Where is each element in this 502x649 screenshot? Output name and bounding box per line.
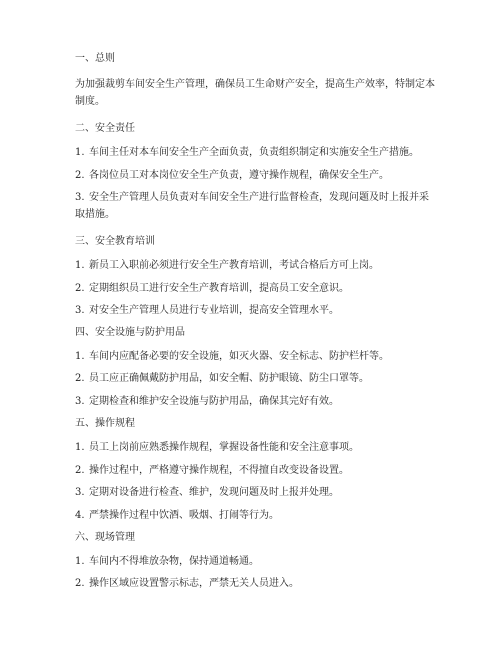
item-text: 员工应正确佩戴防护用品，如安全帽、防护眼镜、防尘口罩等。 <box>89 373 369 384</box>
item-text: 员工上岗前应熟悉操作规程，掌握设备性能和安全注意事项。 <box>89 442 359 453</box>
item-text: 定期对设备进行检查、维护，发现问题及时上报并处理。 <box>89 487 339 498</box>
list-item <box>75 349 435 366</box>
item-text: 操作区域应设置警示标志，严禁无关人员进入。 <box>89 578 299 589</box>
list-item <box>75 576 435 593</box>
item-number: 2. <box>75 373 85 384</box>
item-number: 1. <box>75 351 85 362</box>
list-item <box>75 440 435 457</box>
item-number: 1. <box>75 442 85 453</box>
list-item <box>75 168 435 185</box>
list-item <box>75 258 435 275</box>
item-number: 3. <box>75 192 85 203</box>
section-heading: 四、安全设施与防护用品 <box>75 327 185 338</box>
list-item <box>75 145 435 162</box>
item-number: 2. <box>75 170 85 181</box>
item-number: 1. <box>75 556 85 567</box>
item-number: 2. <box>75 465 85 476</box>
item-number: 1. <box>75 147 85 158</box>
section-heading: 三、安全教育培训 <box>75 236 155 247</box>
section-heading: 一、总则 <box>75 53 115 64</box>
item-text: 车间内应配备必要的安全设施，如灭火器、安全标志、防护栏杆等。 <box>89 351 389 362</box>
list-item <box>75 281 435 298</box>
section-heading: 六、现场管理 <box>75 532 135 543</box>
list-item <box>75 371 435 388</box>
item-text: 新员工入职前必须进行安全生产教育培训，考试合格后方可上岗。 <box>89 260 379 271</box>
item-number: 2. <box>75 578 85 589</box>
item-text: 车间主任对本车间安全生产全面负责，负责组织制定和实施安全生产措施。 <box>89 147 419 158</box>
item-text: 定期组织员工进行安全生产教育培训，提高员工安全意识。 <box>89 283 349 294</box>
item-number: 3. <box>75 305 85 316</box>
item-text: 安全生产管理人员负责对车间安全生产进行监督检查，发现问题及时上报并采取措施。 <box>75 192 429 220</box>
item-number: 2. <box>75 283 85 294</box>
list-item <box>75 190 435 223</box>
item-text: 各岗位员工对本岗位安全生产负责，遵守操作规程，确保安全生产。 <box>89 170 389 181</box>
item-text: 对安全生产管理人员进行专业培训，提高安全管理水平。 <box>89 305 339 316</box>
item-number: 3. <box>75 487 85 498</box>
item-number: 1. <box>75 260 85 271</box>
item-number: 3. <box>75 396 85 407</box>
item-text: 车间内不得堆放杂物，保持通道畅通。 <box>89 556 259 567</box>
list-item <box>75 394 435 411</box>
list-item <box>75 554 435 571</box>
item-text: 操作过程中，严格遵守操作规程，不得擅自改变设备设置。 <box>89 465 349 476</box>
item-number: 4. <box>75 510 85 521</box>
list-item <box>75 508 435 525</box>
section-paragraph: 为加强裁剪车间安全生产管理，确保员工生命财产安全，提高生产效率，特制定本制度。 <box>75 79 435 107</box>
section-heading: 五、操作规程 <box>75 418 135 429</box>
section-heading: 二、安全责任 <box>75 123 135 134</box>
item-text: 定期检查和维护安全设施与防护用品，确保其完好有效。 <box>89 396 339 407</box>
list-item <box>75 463 435 480</box>
list-item <box>75 303 435 320</box>
list-item <box>75 485 435 502</box>
item-text: 严禁操作过程中饮酒、吸烟、打闹等行为。 <box>89 510 279 521</box>
